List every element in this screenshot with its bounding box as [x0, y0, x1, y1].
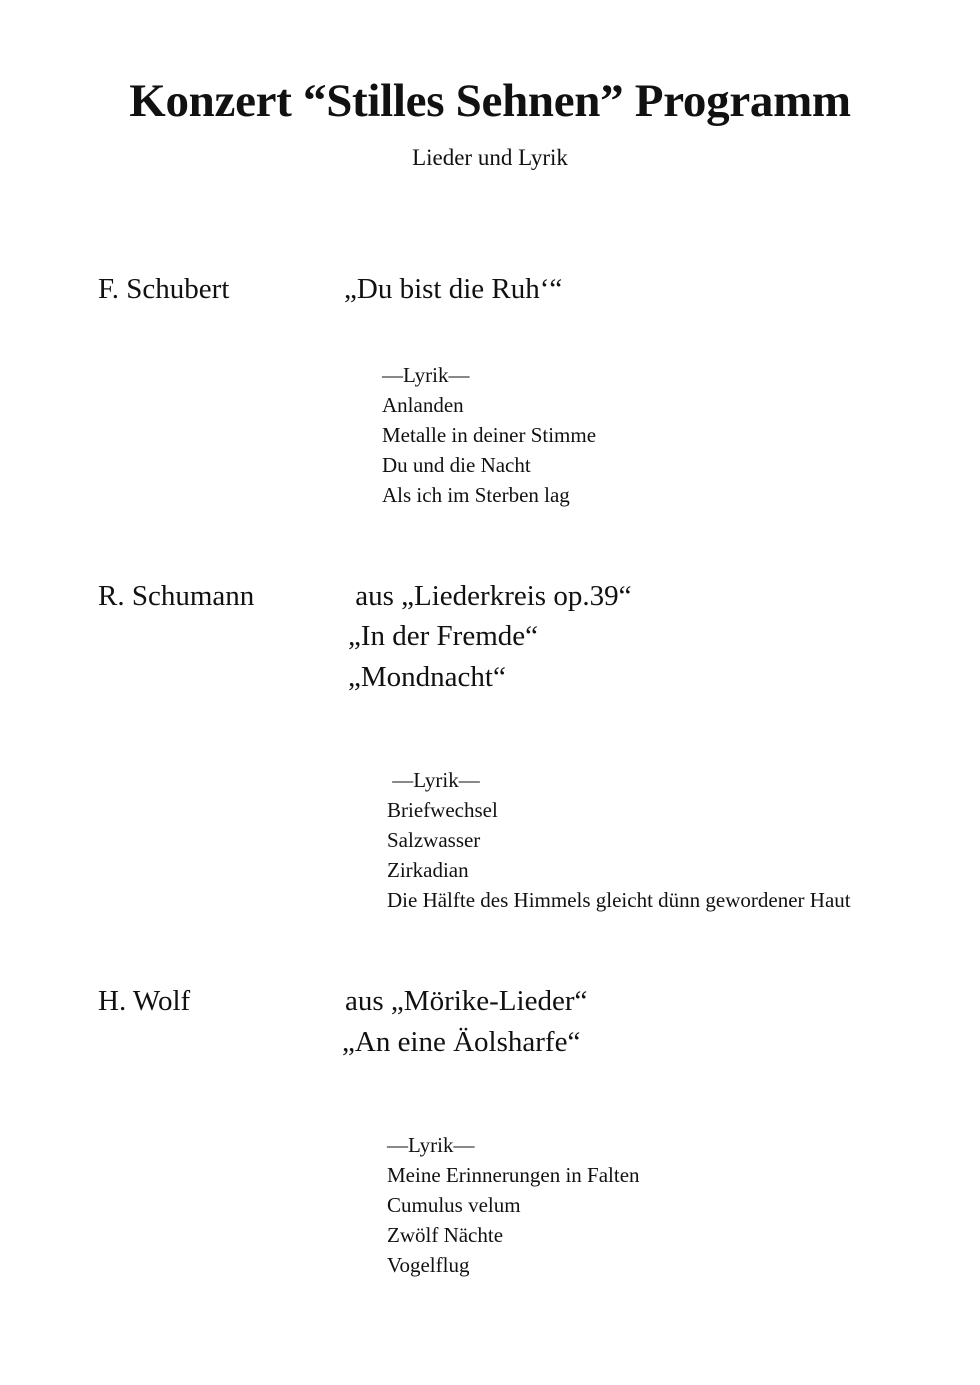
- composer-wolf: H. Wolf: [98, 985, 191, 1017]
- song-title: aus „Liederkreis op.39“: [348, 580, 632, 612]
- lyrik-item: Salzwasser: [387, 828, 481, 852]
- song-title: aus „Mörike-Lieder“: [345, 985, 588, 1017]
- lyrik-item: Du und die Nacht: [382, 453, 531, 477]
- lyrik-list: [382, 360, 596, 510]
- lyrik-item: Anlanden: [382, 393, 464, 417]
- page-subtitle: Lieder und Lyrik: [412, 145, 568, 170]
- lyrik-heading: —Lyrik—: [387, 768, 480, 792]
- lyrik-list: [387, 1130, 640, 1280]
- lyrik-item: Die Hälfte des Himmels gleicht dünn gewordener Haut: [387, 888, 851, 912]
- song-title: „An eine Äolsharfe“: [342, 1026, 581, 1058]
- song-title: „In der Fremde“: [348, 620, 539, 652]
- lyrik-item: Vogelflug: [387, 1253, 470, 1277]
- lyrik-item: Briefwechsel: [387, 798, 498, 822]
- song-title: „Mondnacht“: [348, 661, 506, 693]
- lyrik-item: Zirkadian: [387, 858, 469, 882]
- lyrik-list: [387, 765, 851, 915]
- composer-schumann: R. Schumann: [98, 580, 255, 612]
- lyrik-item: Metalle in deiner Stimme: [382, 423, 597, 447]
- page-title: Konzert “Stilles Sehnen” Programm: [129, 75, 851, 127]
- composer-schubert: F. Schubert: [98, 273, 230, 305]
- lyrik-heading: —Lyrik—: [382, 363, 470, 387]
- lyrik-item: Cumulus velum: [387, 1193, 521, 1217]
- lyrik-item: Als ich im Sterben lag: [382, 483, 570, 507]
- lyrik-item: Meine Erinnerungen in Falten: [387, 1163, 640, 1187]
- lyrik-heading: —Lyrik—: [387, 1133, 475, 1157]
- song-title: „Du bist die Ruh‘“: [344, 273, 563, 305]
- lyrik-item: Zwölf Nächte: [387, 1223, 504, 1247]
